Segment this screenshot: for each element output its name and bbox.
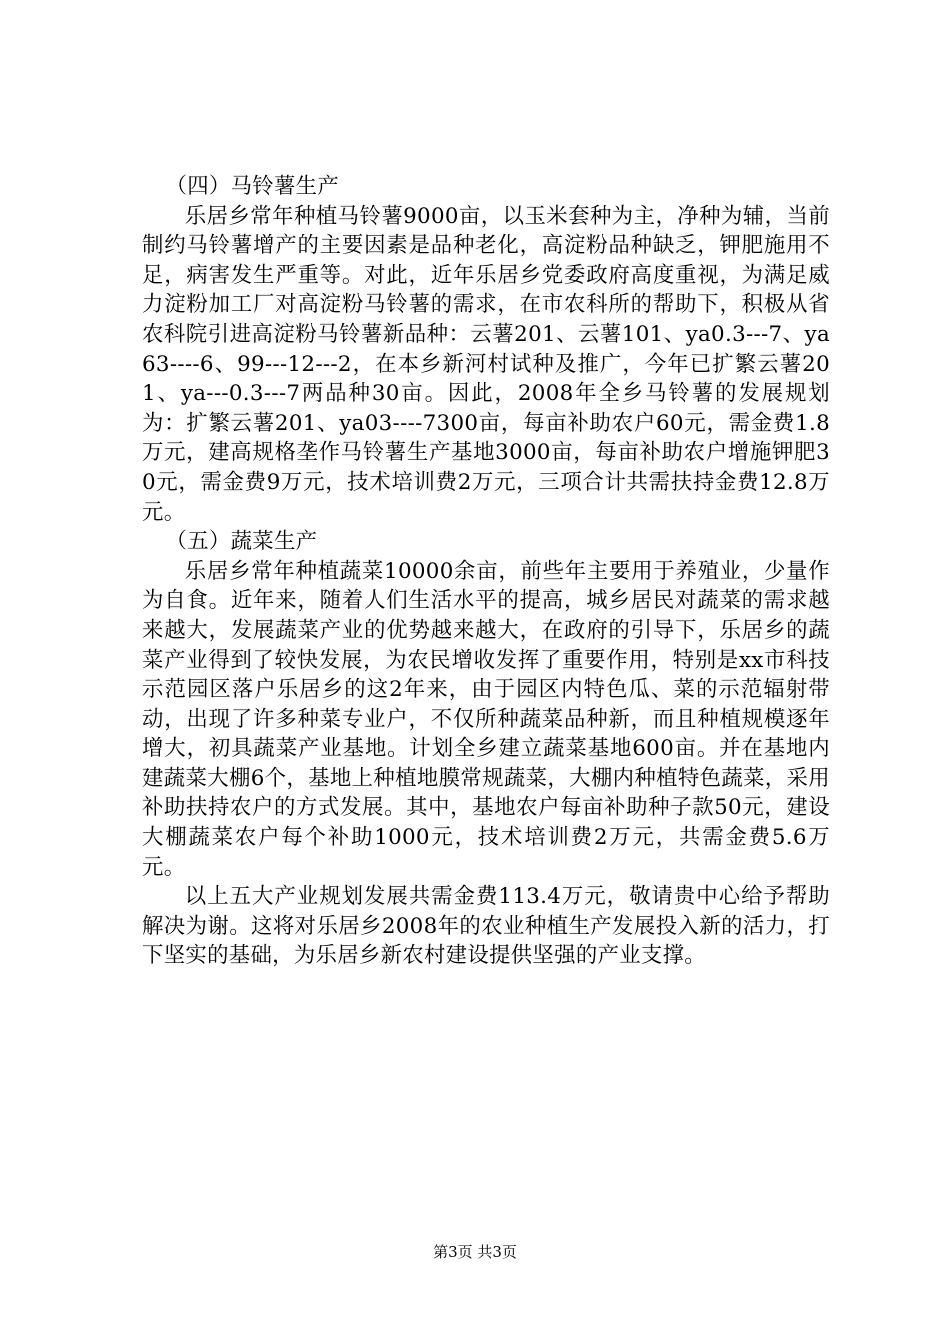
document-body: [142, 172, 830, 971]
paragraph-vegetable-production: 乐居乡常年种植蔬菜10000余亩，前些年主要用于养殖业，少量作为自食。近年来，随着人们生活水平的提高，城乡居民对蔬菜的需求越来越大，发展蔬菜产业的优势越来越大，在政府的引导下，乐居乡的蔬菜产业得到了较快发展，为农民增收发挥了重要作用，特别是xx市科技示范园区落户乐居乡的这2年来，由于园区内特色瓜、菜的示范辐射带动，出现了许多种菜专业户，不仅所种蔬菜品种新，而且种植规模逐年增大，初具蔬菜产业基地。计划全乡建立蔬菜基地600亩。并在基地内建蔬菜大棚6个，基地上种植地膜常规蔬菜，大棚内种植特色蔬菜，采用补助扶持农户的方式发展。其中，基地农户每亩补助种子款50元，建设大棚蔬菜农户每个补助1000元，技术培训费2万元，共需金费5.6万元。: [142, 558, 830, 880]
page-footer: 第3页 共3页: [433, 1243, 517, 1261]
section-heading-potato: （四）马铃薯生产: [165, 174, 340, 199]
paragraph-potato-production: 乐居乡常年种植马铃薯9000亩，以玉米套种为主，净种为辅，当前制约马铃薯增产的主要因素是品种老化，高淀粉品种缺乏，钾肥施用不足，病害发生严重等。对此，近年乐居乡党委政府高度重视，为满足威力淀粉加工厂对高淀粉马铃薯的需求，在市农科所的帮助下，积极从省农科院引进高淀粉马铃薯新品种：云薯201、云薯101、ya0.3---7、ya63----6、99---12---2，在本乡新河村试种及推广，今年已扩繁云薯201、ya---0.3---7两品种30亩。因此，2008年全乡马铃薯的发展规划为：扩繁云薯201、ya03----7300亩，每亩补助农户60元，需金费1.8万元，建高规格垄作马铃薯生产基地3000亩，每亩补助农户增施钾肥30元，需金费9万元，技术培训费2万元，三项合计共需扶持金费12.8万元。: [142, 203, 830, 525]
section-heading-vegetable: （五）蔬菜生产: [165, 529, 318, 555]
paragraph-conclusion: 以上五大产业规划发展共需金费113.4万元，敬请贵中心给予帮助解决为谢。这将对乐居乡2008年的农业种植生产发展投入新的活力，打下坚实的基础，为乐居乡新农村建设提供坚强的产业支撑。: [142, 884, 830, 969]
